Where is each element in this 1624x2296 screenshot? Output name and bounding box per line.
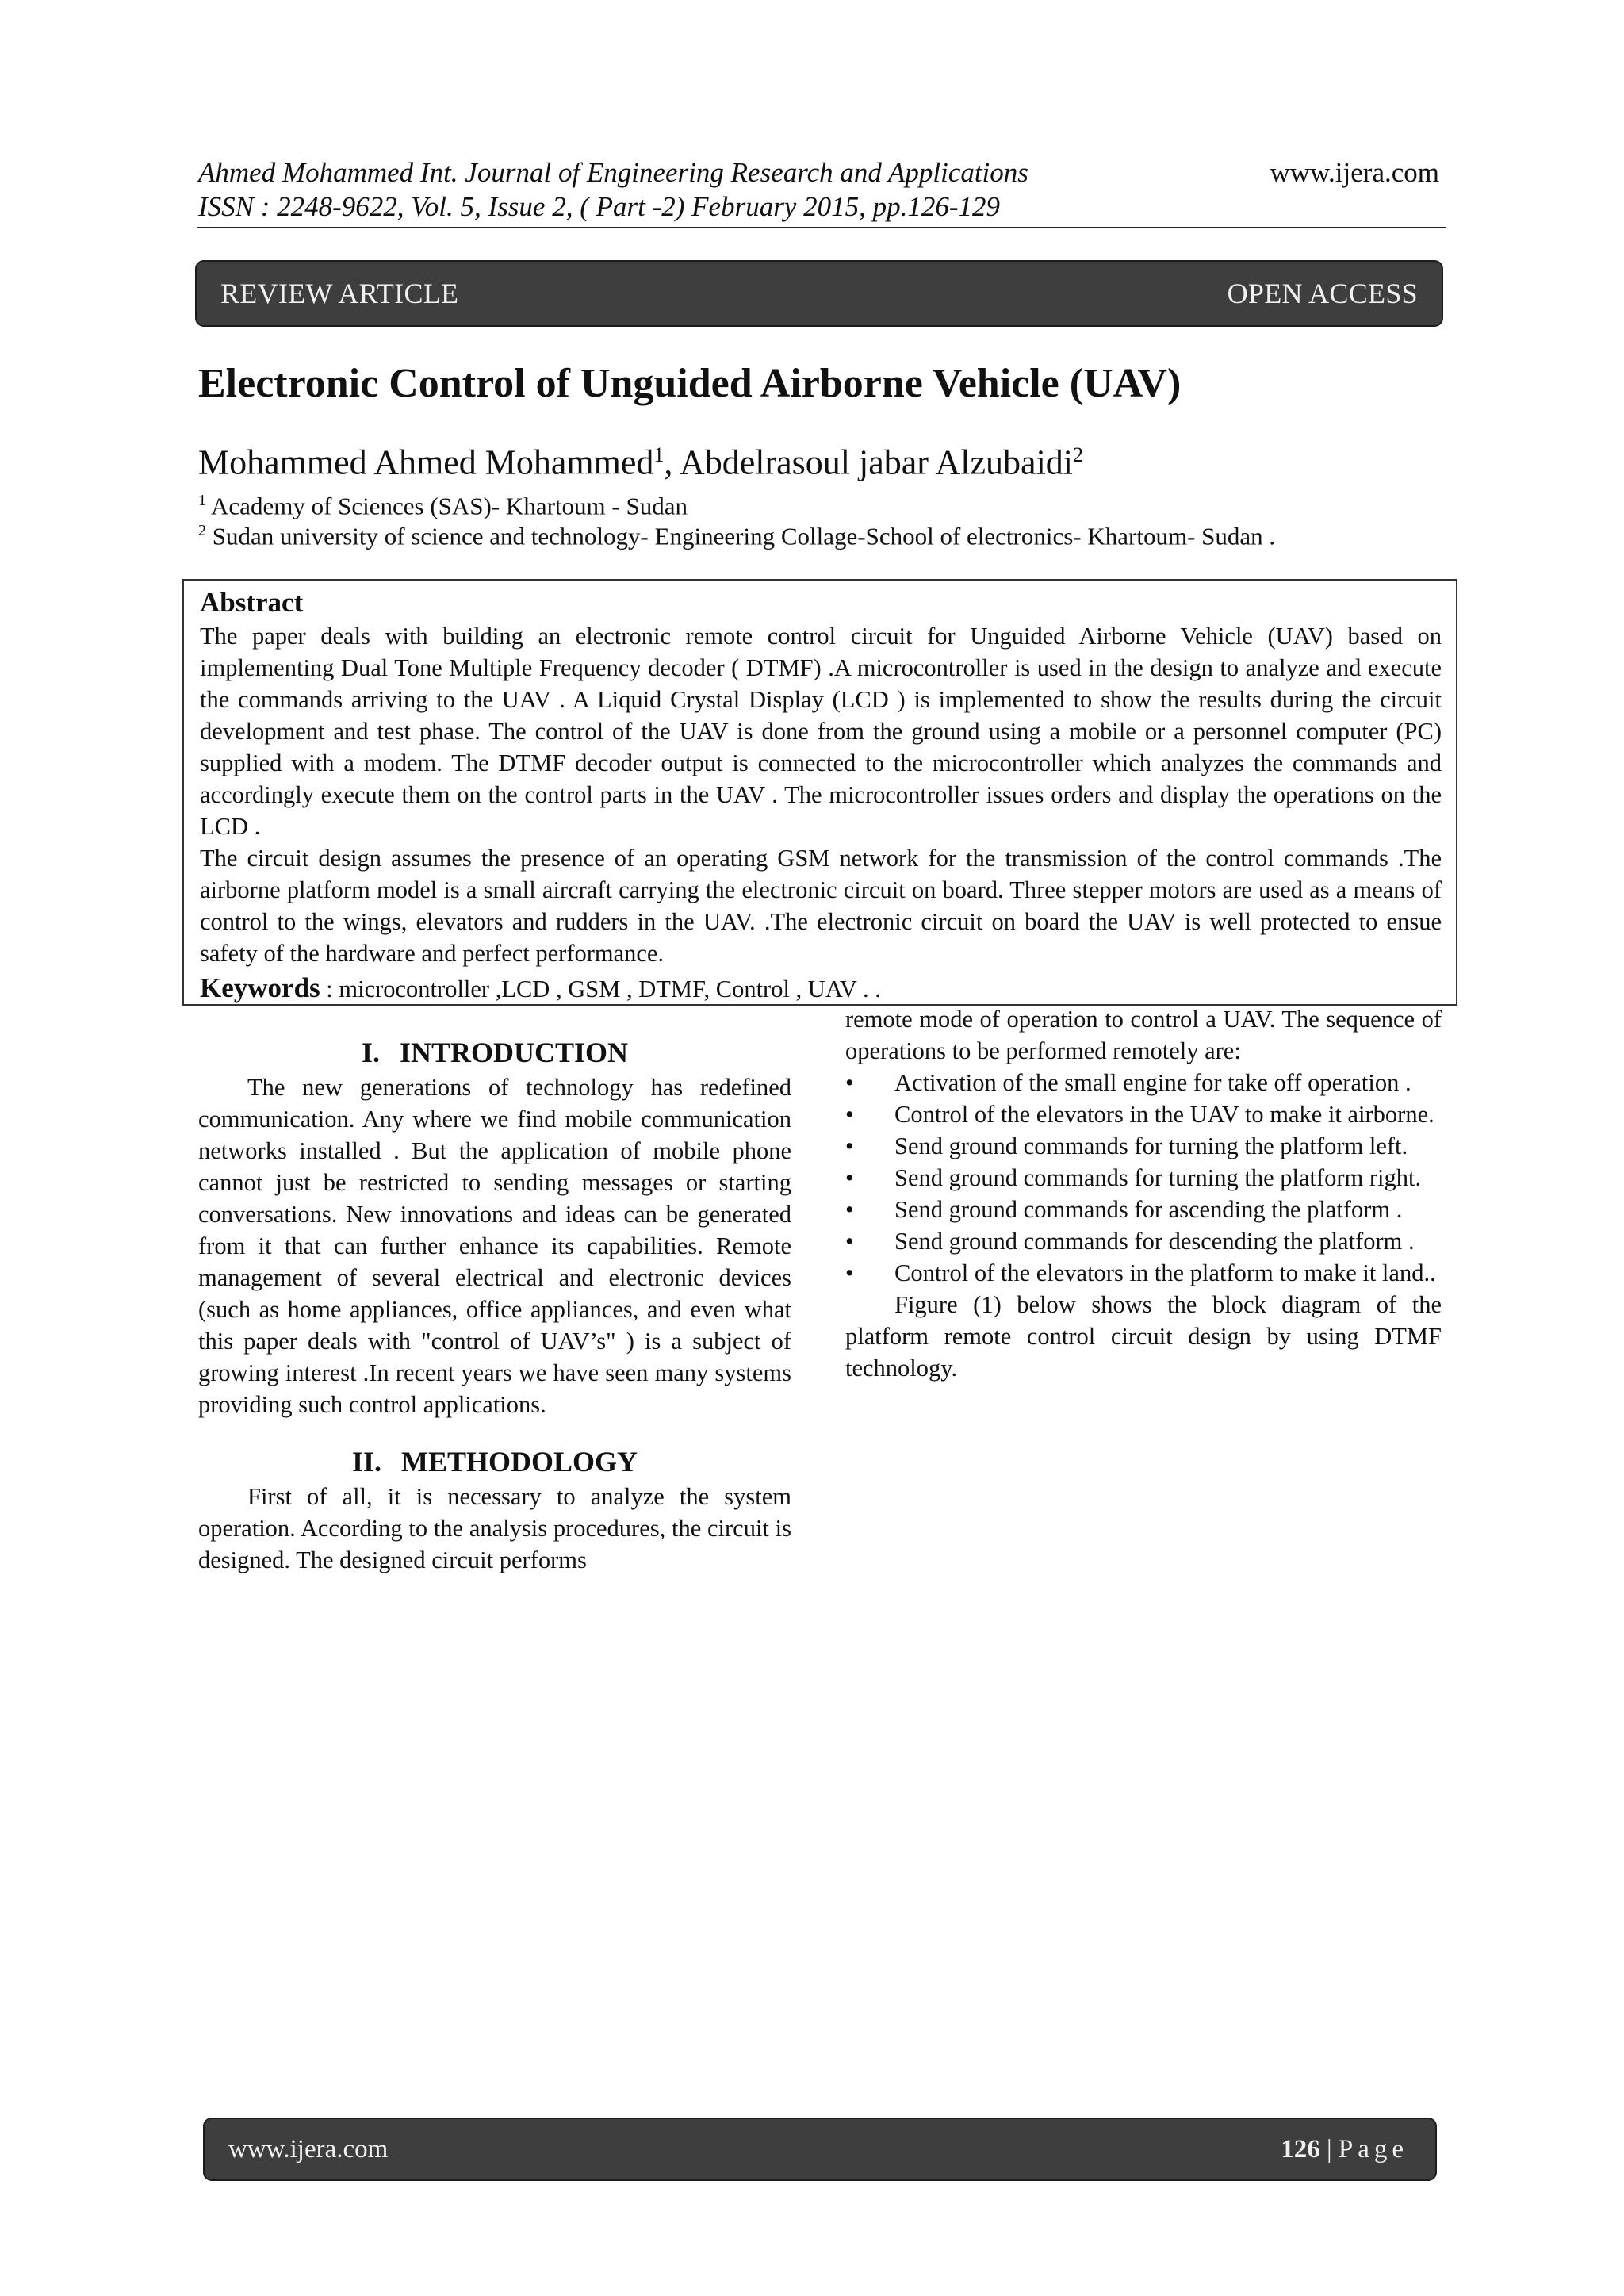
list-item-text: Control of the elevators in the UAV to make it airborne.: [894, 1101, 1434, 1128]
affiliation-2: [198, 516, 1275, 551]
page-indicator: [1281, 2135, 1408, 2164]
bullet-icon: •: [845, 1259, 854, 1286]
author-list: [198, 433, 1083, 485]
list-item: [845, 1225, 1442, 1257]
abstract-paragraph-1: The paper deals with building an electronic remote control circuit for Unguided Airborne Vehicle (UAV) based on implementing Dual Tone Multiple Frequency decoder ( DTMF) .A microcontroller is used in the design to analyze and execute the commands arriving to the UAV . A Liquid Crystal Display (LCD ) is implemented to show the results during the circuit development and test phase. The control of the UAV is done from the ground using a mobile or a personnel computer (PC) supplied with a modem. The DTMF decoder output is connected to the microcontroller which analyzes the commands and accordingly execute them on the control parts in the UAV . The microcontroller issues orders and display the operations on the LCD .: [200, 623, 1442, 840]
article-type-label: REVIEW ARTICLE: [220, 278, 459, 309]
footer-website-link[interactable]: www.ijera.com: [228, 2134, 389, 2164]
paper-title: Electronic Control of Unguided Airborne Vehicle (UAV): [198, 361, 1182, 406]
methodology-paragraph: First of all, it is necessary to analyze the system operation. According to the analysis procedures, the circuit is designed. The designed circuit performs: [198, 1483, 791, 1573]
journal-name: Ahmed Mohammed Int. Journal of Engineering Research and Applications: [198, 157, 1028, 188]
figure-reference-paragraph: Figure (1) below shows the block diagram of the platform remote control circuit design by using DTMF technology.: [845, 1291, 1442, 1382]
open-access-label: OPEN ACCESS: [1227, 278, 1418, 309]
list-item: [845, 1130, 1442, 1162]
list-item-text: Send ground commands for descending the platform .: [894, 1228, 1415, 1255]
abstract-heading: Abstract: [200, 587, 304, 618]
section-heading-introduction: I. INTRODUCTION: [361, 1037, 629, 1068]
operations-list: [845, 1067, 1442, 1289]
author-1-affiliation-mark: 1: [653, 443, 665, 466]
bullet-icon: •: [845, 1196, 854, 1223]
affiliation-1-text: Academy of Sciences (SAS)- Khartoum - Sudan: [206, 492, 688, 520]
abstract-paragraph-2: The circuit design assumes the presence of an operating GSM network for the transmission of the control commands .The airborne platform model is a small aircraft carrying the electronic circuit on board. Three stepper motors are used as a means of control to the wings, elevators and rudders in the UAV. .The electronic circuit on board the UAV is well protected to ensue safety of the hardware and perfect performance.: [200, 845, 1442, 967]
list-item: [845, 1067, 1442, 1098]
left-column: [198, 1033, 791, 1576]
header-website-link[interactable]: www.ijera.com: [1270, 157, 1439, 188]
list-item-text: Activation of the small engine for take off operation .: [894, 1069, 1411, 1096]
list-item: [845, 1098, 1442, 1130]
page-word: Page: [1338, 2134, 1408, 2164]
page-number: 126: [1281, 2134, 1320, 2164]
list-item-text: Send ground commands for turning the platform left.: [894, 1133, 1408, 1159]
issn-line: ISSN : 2248-9622, Vol. 5, Issue 2, ( Part -2) February 2015, pp.126-129: [198, 191, 1001, 222]
keywords-label: Keywords: [200, 972, 320, 1003]
bullet-icon: •: [845, 1101, 854, 1128]
list-item-text: Control of the elevators in the platform to make it land..: [894, 1259, 1436, 1286]
abstract-box: [182, 579, 1457, 1006]
author-2: Abdelrasoul jabar Alzubaidi: [679, 443, 1074, 482]
list-item: [845, 1162, 1442, 1194]
author-2-affiliation-mark: 2: [1073, 443, 1084, 466]
author-separator: ,: [664, 443, 680, 482]
affiliation-2-mark: 2: [198, 522, 206, 539]
author-1: Mohammed Ahmed Mohammed: [198, 443, 654, 482]
methodology-continued-paragraph: remote mode of operation to control a UAV. The sequence of operations to be performed remotely are:: [845, 1006, 1442, 1064]
right-column: [845, 1003, 1442, 1384]
list-item-text: Send ground commands for turning the platform right.: [894, 1164, 1422, 1191]
affiliation-2-text: Sudan university of science and technology- Engineering Collage-School of electronics- Khartoum- Sudan .: [206, 522, 1276, 550]
list-item: [845, 1257, 1442, 1289]
keywords-text: : microcontroller ,LCD , GSM , DTMF, Control , UAV . .: [320, 976, 881, 1002]
list-item-text: Send ground commands for ascending the platform .: [894, 1196, 1403, 1223]
keywords-line: [200, 971, 1442, 1006]
page-footer: [205, 2119, 1435, 2179]
list-item: [845, 1194, 1442, 1225]
bullet-icon: •: [845, 1228, 854, 1255]
header-divider: [197, 227, 1446, 228]
bullet-icon: •: [845, 1069, 854, 1096]
bullet-icon: •: [845, 1164, 854, 1191]
page-separator: |: [1320, 2134, 1339, 2164]
introduction-paragraph: The new generations of technology has redefined communication. Any where we find mobile communication networks installed . But the application of mobile phone cannot just be restricted to sending messages or starting conversations. New innovations and ideas can be generated from it that can further enhance its capabilities. Remote management of several electrical and electronic devices (such as home appliances, office appliances, and even what this paper deals with "control of UAV’s" ) is a subject of growing interest .In recent years we have seen many systems providing such control applications.: [198, 1074, 791, 1418]
article-type-banner: [197, 262, 1442, 325]
section-heading-methodology: II. METHODOLOGY: [351, 1446, 638, 1478]
bullet-icon: •: [845, 1133, 854, 1159]
affiliation-1-mark: 1: [198, 492, 206, 509]
